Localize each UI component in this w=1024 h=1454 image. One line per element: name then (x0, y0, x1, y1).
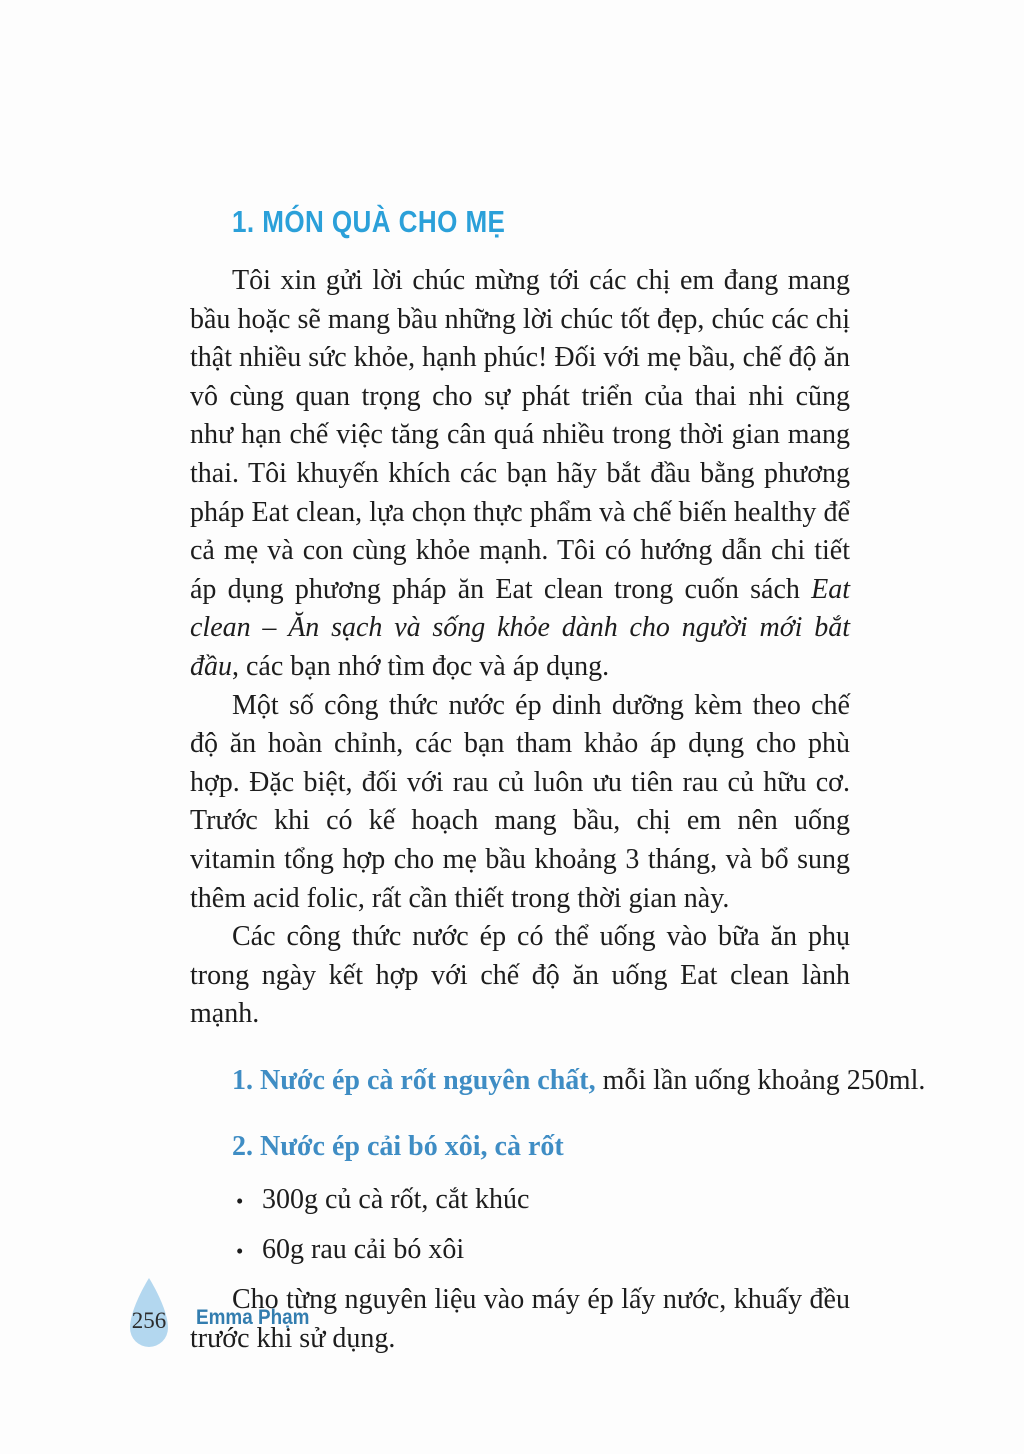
page-number: 256 (131, 1308, 167, 1333)
recipe-1-note: mỗi lần uống khoảng 250ml. (595, 1064, 926, 1096)
water-drop-icon (127, 1277, 171, 1351)
paragraph-juice-intro: Một số công thức nước ép dinh dưỡng kèm theo chế độ ăn hoàn chỉnh, các bạn tham khảo áp dụng cho phù hợp. Đặc biệt, đối với rau củ luôn ưu tiên rau củ hữu cơ. Trước khi có kế hoạch mang bầu, chị em nên uống vitamin tổng hợp cho mẹ bầu khoảng 3 tháng, và bổ sung thêm acid folic, rất cần thiết trong thời gian này. (190, 689, 850, 914)
recipe-1-line (190, 1062, 926, 1101)
paragraph-intro-text: Tôi xin gửi lời chúc mừng tới các chị em đang mang bầu hoặc sẽ mang bầu những lời chúc tốt đẹp, chúc các chị thật nhiều sức khỏe, hạnh phúc! Đối với mẹ bầu, chế độ ăn vô cùng quan trọng cho sự phát triển của thai nhi cũng như hạn chế việc tăng cân quá nhiều trong thời gian mang thai. Tôi khuyến khích các bạn hãy bắt đầu bằng phương pháp Eat clean, lựa chọn thực phẩm và chế biến healthy để cả mẹ và con cùng khỏe mạnh. Tôi có hướng dẫn chi tiết áp dụng phương pháp ăn Eat clean trong cuốn sách (190, 265, 850, 605)
recipe-1-title: 1. Nước ép cà rốt nguyên chất, (232, 1064, 596, 1096)
ingredient-text: 300g củ cà rốt, cắt khúc (262, 1184, 530, 1216)
ingredient-text: 60g rau cải bó xôi (262, 1234, 465, 1266)
ingredient-list (190, 1175, 850, 1275)
paragraph-usage: Các công thức nước ép có thể uống vào bữa ăn phụ trong ngày kết hợp với chế độ ăn uống Eat clean lành mạnh. (190, 921, 850, 1030)
section-heading: 1. MÓN QUÀ CHO MẸ (232, 204, 506, 239)
ingredient-item (190, 1225, 850, 1275)
paragraph-intro (190, 262, 850, 687)
ingredient-item (190, 1175, 850, 1225)
author-name: Emma Phạm (196, 1306, 310, 1329)
paragraph-intro-tail: , các bạn nhớ tìm đọc và áp dụng. (232, 650, 610, 682)
bullet-icon: • (236, 1189, 244, 1214)
bullet-icon: • (236, 1239, 244, 1264)
recipe-2-title: 2. Nước ép cải bó xôi, cà rốt (232, 1131, 564, 1163)
book-title-italic: Eat clean – Ăn sạch và sống khỏe dành cho người mới bắt đầu (190, 573, 850, 682)
recipe-2-instructions: Cho từng nguyên liệu vào máy ép lấy nước, khuấy đều trước khi sử dụng. (190, 1284, 850, 1354)
page-content (190, 204, 926, 1358)
